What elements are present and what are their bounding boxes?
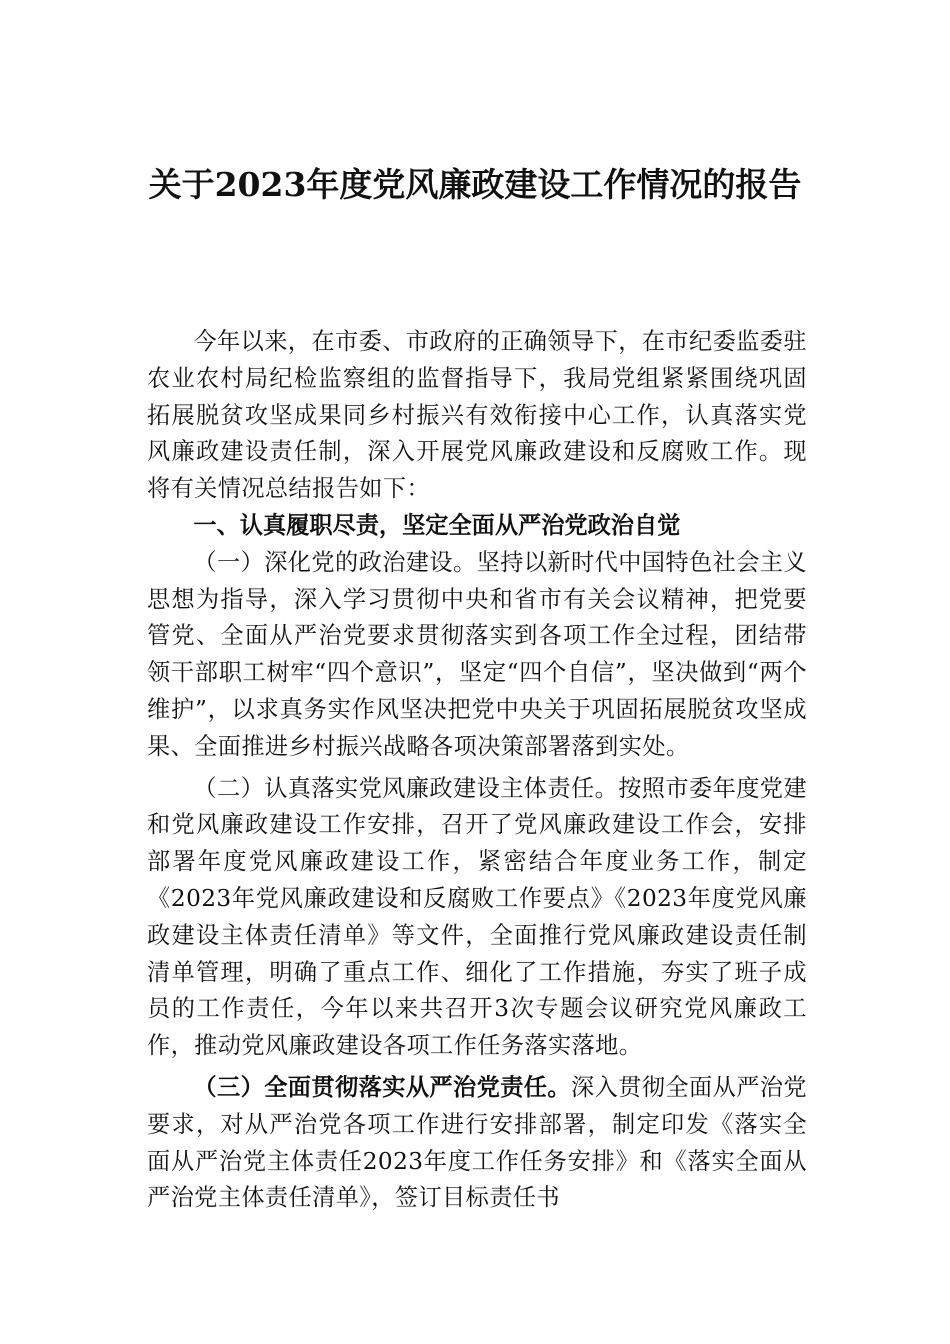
item-heading: （三）全面贯彻落实从严治党责任。 xyxy=(193,1073,571,1101)
item-text: 按照市委年度党建和党风廉政建设工作安排，召开了党风廉政建设工作会，安排部署年度党风廉政建设工作，紧密结合年度业务工作，制定《2023年党风廉政建设和反腐败工作要点》《2023年度党风廉政建设主体责任清单》等文件，全面推行党风廉政建设责任制清单管理，明确了重点工作、细化了工作措施，夯实了班子成员的工作责任，今年以来共召开3次专题会议研究党风廉政工作，推动党风廉政建设各项工作任务落实落地。 xyxy=(147,774,807,1060)
document-title: 关于2023年度党风廉政建设工作情况的报告 xyxy=(148,165,802,204)
section-heading-1: 一、认真履职尽责，坚定全面从严治党政治自觉 xyxy=(193,511,681,539)
item-text: 坚持以新时代中国特色社会主义思想为指导，深入学习贯彻中央和省市有关会议精神，把党要管党、全面从严治党要求贯彻落实到各项工作全过程，团结带领干部职工树牢“四个意识”，坚定“四个自信”，坚决做到“两个维护”，以求真务实作风坚决把党中央关于巩固拓展脱贫攻坚成果、全面推进乡村振兴战略各项决策部署落到实处。 xyxy=(147,548,807,760)
item-heading: （二）认真落实党风廉政建设主体责任。 xyxy=(193,774,619,802)
paragraph-item-2 xyxy=(147,771,807,1065)
paragraph-item-1 xyxy=(147,545,807,766)
item-heading: （一）深化党的政治建设。 xyxy=(193,548,477,576)
intro-paragraph: 今年以来，在市委、市政府的正确领导下，在市纪委监委驻农业农村局纪检监察组的监督指导下，我局党组紧紧围绕巩固拓展脱贫攻坚成果同乡村振兴有效衔接中心工作，认真落实党风廉政建设责任制，深入开展党风廉政建设和反腐败工作。现将有关情况总结报告如下： xyxy=(147,328,807,503)
paragraph-item-3 xyxy=(147,1070,807,1217)
item-text: 深入贯彻全面从严治党要求，对从严治党各项工作进行安排部署，制定印发《落实全面从严治党主体责任2023年度工作任务安排》和《落实全面从严治党主体责任清单》，签订目标责任书 xyxy=(147,1073,807,1212)
document-body xyxy=(147,324,807,1217)
